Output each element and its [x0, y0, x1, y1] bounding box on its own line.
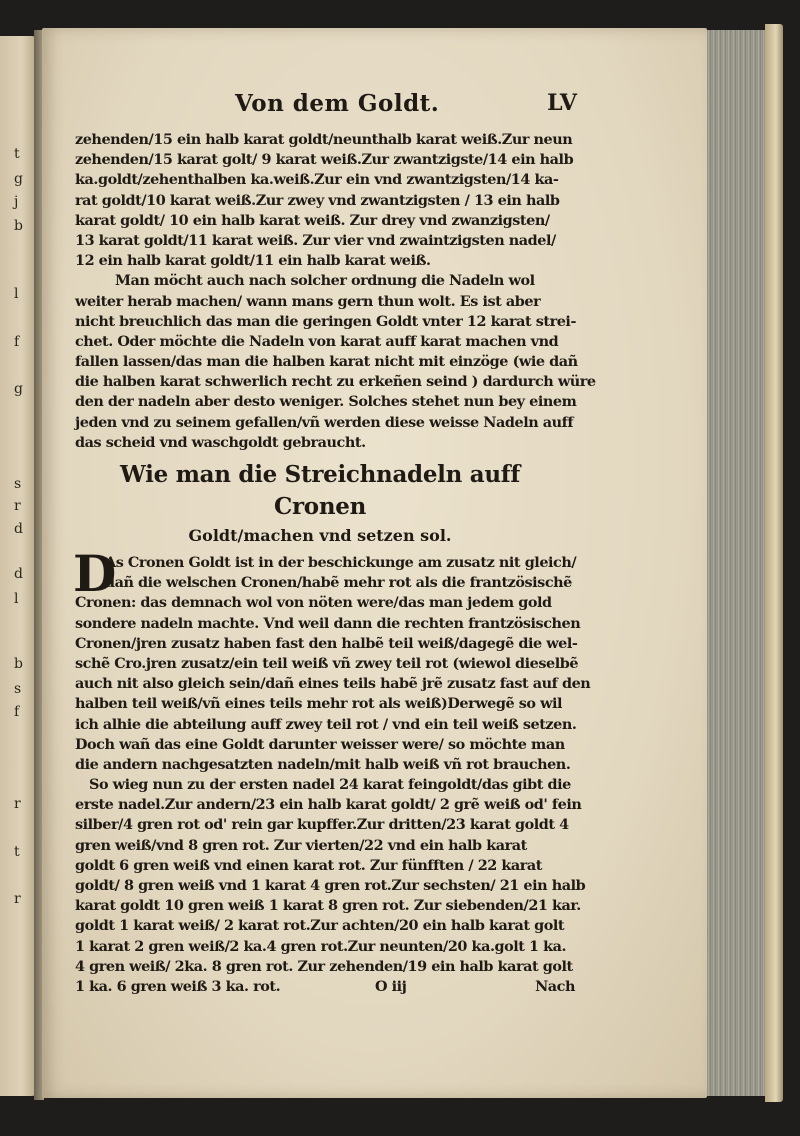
- margin-letter: g: [14, 381, 23, 397]
- margin-letter: d: [14, 566, 23, 582]
- margin-letter: s: [14, 476, 22, 492]
- text-line: goldt 6 gren weiß vnd einen karat rot. Zur fünfften / 22 karat: [75, 856, 542, 874]
- drop-cap: D: [73, 544, 117, 603]
- text-line: das scheid vnd waschgoldt gebraucht.: [75, 433, 366, 451]
- text-line: So wieg nun zu der ersten nadel 24 karat feingoldt/das gibt die: [89, 776, 571, 794]
- page-stack-edge: [707, 30, 765, 1096]
- margin-letter: j: [14, 194, 19, 210]
- paragraph-4: [75, 775, 586, 977]
- text-line: silber/4 gren rot od' rein gar kupffer.Zur dritten/23 karat goldt 4: [75, 816, 569, 834]
- text-line: jeden vnd zu seinem gefallen/vñ werden diese weisse Nadeln auff: [75, 413, 574, 431]
- section-heading-main: Wie man die Streichnadeln auff Cronen: [120, 461, 520, 520]
- margin-letter: l: [14, 591, 19, 607]
- text-line: rat goldt/10 karat weiß.Zur zwey vnd zwantzigsten / 13 ein halb: [75, 191, 560, 209]
- margin-letter: g: [14, 171, 23, 187]
- margin-letter: r: [14, 891, 21, 907]
- signature-mark: O iij: [375, 977, 407, 995]
- paragraph-3: [73, 544, 591, 775]
- page-text: [73, 90, 596, 997]
- text-line: nicht breuchlich das man die geringen Goldt vnter 12 karat strei-: [75, 312, 576, 330]
- text-line: weiter herab machen/ wann mans gern thun wolt. Es ist aber: [75, 292, 541, 310]
- margin-letter: r: [14, 796, 21, 812]
- text-line: halben teil weiß/vñ eines teils mehr rot als weiß)Derwegẽ so wil: [75, 695, 563, 713]
- text-line: gren weiß/vnd 8 gren rot. Zur vierten/22 vnd ein halb karat: [75, 836, 527, 854]
- catchword: Nach: [535, 977, 575, 995]
- previous-page-edge: [0, 36, 36, 1096]
- text-line: Cronen: das demnach wol von nöten were/das man jedem gold: [75, 594, 552, 612]
- text-line: die halben karat schwerlich recht zu erkeñen seind ) dardurch würe: [75, 373, 596, 391]
- paragraph-1: [75, 130, 574, 271]
- margin-letter: f: [14, 704, 20, 720]
- text-line: chet. Oder möchte die Nadeln von karat auff karat machen vnd: [75, 332, 559, 350]
- margin-letter: l: [14, 286, 19, 302]
- text-line: dañ die welschen Cronen/habẽ mehr rot als die frantzösischẽ: [105, 574, 572, 592]
- text-line: 13 karat goldt/11 karat weiß. Zur vier vnd zwaintzigsten nadel/: [75, 231, 556, 249]
- margin-letter: b: [14, 218, 23, 234]
- section-heading: [75, 459, 565, 549]
- text-line: ka.goldt/zehenthalben ka.weiß.Zur ein vnd zwantzigsten/14 ka-: [75, 171, 559, 189]
- last-text-line: 1 ka. 6 gren weiß 3 ka. rot.: [75, 977, 281, 995]
- paragraph-2: [75, 271, 596, 453]
- text-line: den der nadeln aber desto weniger. Solches stehet nun bey einem: [75, 393, 577, 411]
- text-line: 12 ein halb karat goldt/11 ein halb karat weiß.: [75, 252, 431, 270]
- text-line: goldt/ 8 gren weiß vnd 1 karat 4 gren rot.Zur sechsten/ 21 ein halb: [75, 877, 586, 894]
- margin-letter: b: [14, 656, 23, 672]
- page-header: [75, 90, 577, 130]
- margin-letter: t: [14, 844, 20, 860]
- text-line: karat goldt/ 10 ein halb karat weiß. Zur drey vnd zwanzigsten/: [75, 211, 550, 229]
- text-line: 4 gren weiß/ 2ka. 8 gren rot. Zur zehenden/19 ein halb karat golt: [75, 957, 573, 975]
- text-line: 1 karat 2 gren weiß/2 ka.4 gren rot.Zur neunten/20 ka.golt 1 ka.: [75, 937, 567, 955]
- page-footer: [75, 977, 575, 997]
- book-cover-edge: [765, 24, 783, 1102]
- text-line: ich alhie die abteilung auff zwey teil rot / vnd ein teil weiß setzen.: [75, 715, 577, 733]
- text-line: zehenden/15 ein halb karat goldt/neunthalb karat weiß.Zur neun: [75, 131, 573, 148]
- margin-letter: f: [14, 334, 20, 350]
- margin-letter: s: [14, 681, 22, 697]
- text-line: goldt 1 karat weiß/ 2 karat rot.Zur achten/20 ein halb karat golt: [75, 917, 565, 935]
- text-line: auch nit also gleich sein/dañ eines teils habẽ jrẽ zusatz fast auf den: [75, 675, 591, 693]
- text-line: zehenden/15 karat golt/ 9 karat weiß.Zur zwantzigste/14 ein halb: [75, 151, 574, 169]
- text-line: Doch wañ das eine Goldt darunter weisser were/ so möchte man: [75, 735, 565, 753]
- text-line: As Cronen Goldt ist in der beschickunge am zusatz nit gleich/: [105, 554, 577, 571]
- folio-number: LV: [547, 90, 577, 116]
- text-line: die andern nachgesatzten nadeln/mit halb weiß vñ rot brauchen.: [75, 755, 571, 773]
- text-line: karat goldt 10 gren weiß 1 karat 8 gren rot. Zur siebenden/21 kar.: [75, 897, 581, 915]
- running-title: Von dem Goldt.: [235, 90, 440, 117]
- margin-letter: t: [14, 146, 20, 162]
- margin-letter: d: [14, 521, 23, 537]
- text-line: Cronen/jren zusatz haben fast den halbẽ teil weiß/dagegẽ die wel-: [75, 634, 578, 652]
- text-line: schẽ Cro.jren zusatz/ein teil weiß vñ zwey teil rot (wiewol dieselbẽ: [75, 654, 579, 672]
- text-line: fallen lassen/das man die halben karat nicht mit einzöge (wie dañ: [75, 353, 578, 371]
- text-line: erste nadel.Zur andern/23 ein halb karat goldt/ 2 grẽ weiß od' fein: [75, 796, 582, 814]
- margin-letter: r: [14, 498, 21, 514]
- text-line: Man möcht auch nach solcher ordnung die Nadeln wol: [115, 272, 535, 290]
- section-heading-sub: Goldt/machen vnd setzen sol.: [188, 526, 452, 545]
- text-line: sondere nadeln machte. Vnd weil dann die rechten frantzösischen: [75, 614, 581, 632]
